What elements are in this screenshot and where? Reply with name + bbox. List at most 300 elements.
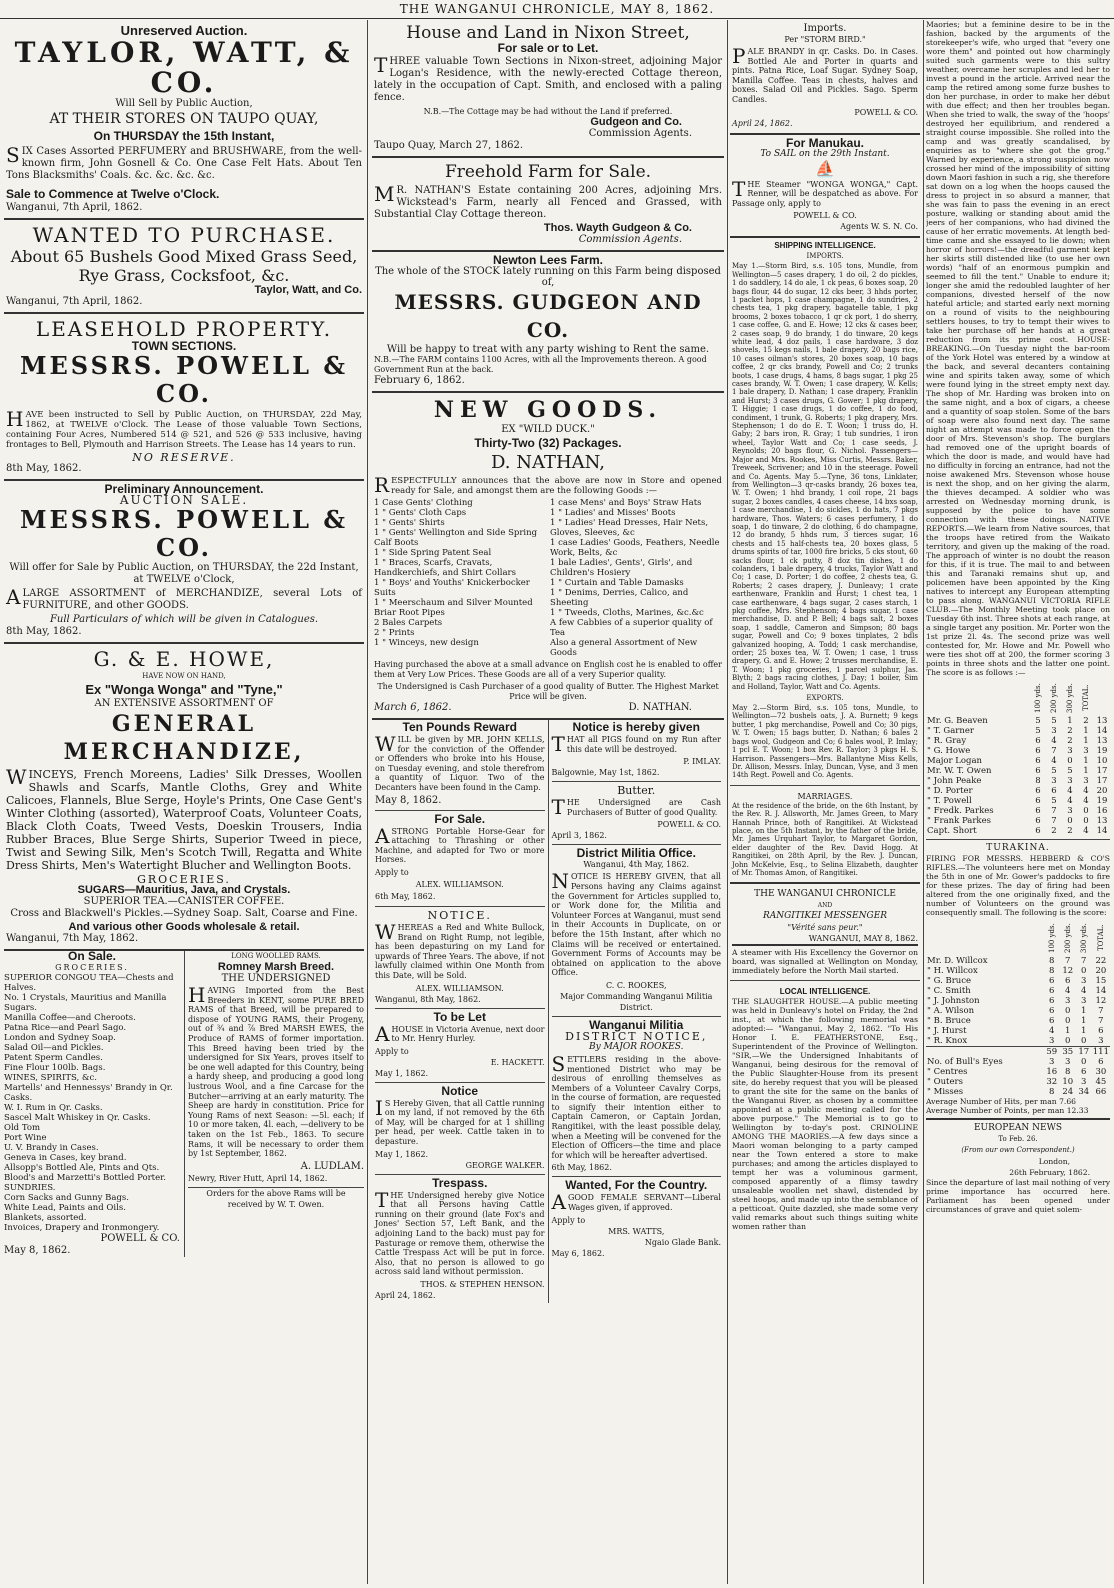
ad-date: February 6, 1862.: [374, 375, 465, 386]
ad-title: Imports.: [803, 23, 847, 34]
competitor-name: " Frank Parkes: [927, 816, 991, 826]
list-item: Port Wine: [4, 1133, 47, 1143]
score-cell: 8: [1065, 1067, 1071, 1077]
table-row: [926, 796, 1110, 806]
ad-new-goods: [372, 393, 724, 720]
ad-line: SUPERIOR TEA.—CANISTER COFFEE.: [83, 896, 285, 907]
competitor-name: " A. Wilson: [927, 1006, 975, 1016]
ad-title: Romney Marsh Breed.: [217, 961, 335, 973]
score-cell: 7: [1081, 956, 1087, 966]
ad-title: Preliminary Announcement.: [104, 482, 264, 496]
list-item: Martells' and Hennessys' Brandy in Qr. Casks.: [4, 1083, 173, 1103]
list-item: Also a general Assortment of New Goods: [550, 638, 698, 658]
list-item: 1 case Ladies' Goods, Feathers, Needle Work, Belts, &c: [550, 538, 720, 558]
score-cell: 7: [1051, 746, 1057, 756]
score-cell: 10: [1062, 1077, 1074, 1087]
score-cell: 4: [1065, 986, 1071, 996]
table-row: [926, 726, 1110, 736]
ad-signature: E. HACKETT.: [490, 1057, 545, 1067]
competitor-name: " D. Porter: [927, 786, 973, 796]
score-cell: 1: [1083, 756, 1089, 766]
score-cell: 6: [1035, 746, 1041, 756]
score-cell: 1: [1067, 716, 1073, 726]
score-cell: 24: [1062, 1087, 1074, 1097]
list-item: 1 " Winceys, new design: [374, 638, 479, 648]
ad-date: May 1, 1862.: [375, 1149, 429, 1159]
small-ads-left: [372, 720, 548, 1303]
list-item: London and Sydney Soap.: [4, 1033, 116, 1043]
ad-line: Will be happy to treat with any party wishing to Rent the same.: [386, 344, 710, 355]
score-cell: 4: [1049, 1026, 1055, 1036]
score-cell: 7: [1098, 1016, 1104, 1026]
ad-signature: ALEX. WILLIAMSON.: [415, 983, 504, 993]
ad-body: ASTRONG Portable Horse-Gear for attaching to Thrashing or other Machine, and adapted for Two or more Horses.: [375, 823, 545, 865]
ad-signature: Taylor, Watt, and Co.: [254, 284, 362, 296]
ad-signature: D. NATHAN.: [628, 702, 692, 713]
ad-body: WILL be given by MR. JOHN KELLS, for the conviction of the Offender or Offenders who broke into his House, on Tuesday evening, and stole therefrom a quantity of Liquor. Two of the Decanters have been found in the Camp.: [375, 732, 545, 792]
score-cell: 1: [1065, 1026, 1071, 1036]
list-item: 1 " Side Spring Patent Seal: [374, 548, 492, 558]
list-item: 1 Case Gents' Clothing: [374, 498, 473, 508]
competitor-name: Mr. D. Willcox: [927, 956, 988, 966]
paper-motto: "Vérité sans peur.": [787, 923, 863, 933]
list-item: U. V. Brandy in Cases.: [4, 1143, 99, 1153]
firm-name: MESSRS. POWELL & CO.: [19, 351, 349, 408]
table-header: [926, 680, 1110, 716]
score-cell: 1: [1081, 1026, 1087, 1036]
list-item: 1 " Boys' and Youths' Knickerbocker Suits: [374, 578, 530, 598]
shipping-intelligence: [730, 238, 920, 781]
ad-line: AN EXTENSIVE ASSORTMENT OF: [94, 698, 274, 709]
competitor-name: " T. Garner: [927, 726, 974, 736]
column-1: [4, 20, 364, 1584]
list-item: Allsopp's Bottled Ale, Pints and Qts.: [4, 1163, 160, 1173]
list-item: 1 " Ladies' and Misses' Boots: [550, 508, 676, 518]
list-item: 1 " Ladies' Head Dresses, Hair Nets, Gloves, Sleeves, &c: [550, 518, 709, 538]
section-title: LOCAL INTELLIGENCE.: [779, 987, 871, 997]
table-row: [926, 776, 1110, 786]
score-cell: 20: [1096, 786, 1108, 796]
score-cell: 6: [1035, 826, 1041, 836]
ad-subtitle: For sale or to Let.: [497, 41, 599, 55]
competitor-name: " T. Powell: [927, 796, 972, 806]
score-cell: 30: [1095, 1067, 1107, 1077]
score-cell: 7: [1065, 956, 1071, 966]
column-rule: [923, 20, 924, 1584]
competitor-name: " John Peake: [927, 776, 982, 786]
goods-lists: [374, 498, 722, 658]
list-item: 1 case Mens' and Boys' Straw Hats: [550, 498, 702, 508]
ad-title: District Militia Office.: [576, 846, 696, 861]
score-cell: 13: [1096, 736, 1108, 746]
column-header: 300 yds.: [1066, 683, 1074, 713]
score-average: Average Number of Hits, per man 7.66: [926, 1097, 1076, 1106]
competitor-name: " J. Johnston: [927, 996, 980, 1006]
score-cell: 6: [1098, 1026, 1104, 1036]
score-cell: 3: [1067, 746, 1073, 756]
ad-body: THE Undersigned hereby give Notice that all Persons having Cattle running on their ground (late Fox's and Jones' Section 57, Left Bank, and the adjoining Land to the back) must pay for Pasturage or remove them, otherwise the Cattle Trespass Act will be put in force. Also, that no person is allowed to go across said land without permission.: [375, 1187, 545, 1277]
score-cell: 4: [1067, 796, 1073, 806]
table-header: [926, 920, 1110, 956]
section-title: TURAKINA.: [986, 843, 1050, 853]
ad-signature: Thos. Wayth Gudgeon & Co.: [543, 222, 692, 234]
ad-signature: POWELL & CO.: [793, 211, 857, 221]
goods-list-right: [550, 498, 722, 658]
competitor-name: Major Logan: [927, 756, 983, 766]
competitor-name: " Misses: [927, 1087, 964, 1097]
list-item: 2 Bales Carpets: [374, 618, 443, 628]
score-cell: 0: [1065, 1036, 1071, 1046]
score-cell: 6: [1035, 806, 1041, 816]
ad-subtitle: GROCERIES.: [137, 873, 231, 886]
score-cell: 2: [1083, 716, 1089, 726]
column-header: 300 yds.: [1079, 923, 1088, 953]
ad-title: Newton Lees Farm.: [492, 253, 604, 267]
score-cell: 8: [1049, 956, 1055, 966]
list-item: Blood's and Marzetti's Bottled Porter.: [4, 1173, 166, 1183]
column-rule: [367, 20, 368, 1584]
ad-subtitle: By MAJOR ROOKES.: [589, 1041, 684, 1052]
news-text: FIRING FOR MESSRS. HEBBERD & CO'S RIFLES.—The volunteers here met on Monday the 5th in one of Mr. Gower's paddocks to fire for these prizes. The day of firing had been altered from the one originally fixed, and the number of Volunteers on the ground was consequently small. The following is the score:: [926, 854, 1110, 917]
score-cell: 3: [1067, 776, 1073, 786]
score-cell: 0: [1081, 1036, 1087, 1046]
list-item: 1 " Denims, Derries, Calico, and Sheeting: [550, 588, 689, 608]
list-item: 1 " Tweeds, Cloths, Marines, &c.&c: [550, 608, 704, 618]
ad-leasehold: [4, 314, 364, 481]
ad-body: THE Undersigned are Cash Purchasers of Butter of good Quality.: [551, 795, 721, 820]
score-cell: 4: [1051, 736, 1057, 746]
ad-romney: [184, 951, 364, 1257]
ad-date: April 24, 1862.: [375, 1291, 436, 1300]
score-cell: 0: [1083, 816, 1089, 826]
score-cell: 12: [1095, 996, 1107, 1006]
news-text: THE SLAUGHTER HOUSE.—A public meeting was held in Dunleavy's hotel on Friday, the 2nd inst., at which the following memorial was adopted:— "Wanganui, May 2, 1862. "To His Honor I. E. FEATHERSTONE, Esq., Superintendent of the Province of Wellington. "SIR,—We the Undersigned Inhabitants of Wanganui, being desirous for the removal of the Public Slaughter-House from its present site, do hereby request that you will be pleased to grant the site for the same on the banks of the Wanganui River, as chosen by a committee appointed at a public meeting called for the above purpose." The Memorial is to go to Wellington by to-day's post. CRINOLINE AMONG THE MAORIES.—A few days since a Maori woman belonging to a party camped near the Town entered a store to make purchases; and among the articles displayed to tempt her was a voluminous garment, composed apparently of a flimsy tawdry unsaleable woollen net shawl, distended by steel hoops, and made up into the semblance of a petticoat. Quite dazzled, she made some very valid remarks about such things suiting white women rather than: [732, 997, 918, 1232]
ad-title: For Sale.: [434, 811, 486, 826]
score-cell: 3: [1051, 776, 1057, 786]
ad-line: SUGARS—Mauritius, Java, and Crystals.: [77, 884, 291, 896]
ad-date: Wanganui, 4th May, 1862.: [583, 860, 690, 870]
ad-date: 6th May, 1862.: [375, 891, 436, 901]
ad-date: May 1, 1862.: [375, 1068, 429, 1078]
marriages-text: At the residence of the bride, on the 6th Instant, by the Rev. R. J. Allsworth, Mr. James Green, to Mary Hannah Prince, both of Rangitikei. At Wickstead place, on the 5th Instant, by the father of the bride, Mr. James Urquhart Taylor, to Margaret Gordon, elder daughter of the Rev. David Hogg. At Rangitikei, on 28th April, by the Rev. J. Duncan, John McKelvie, Esq., to Selina Elizabeth, daughter of Mr. Thomas Amon, of Rangitikei.: [732, 801, 918, 877]
table-row: [926, 786, 1110, 796]
ad-title: Ten Pounds Reward: [402, 720, 517, 734]
section-title: EUROPEAN NEWS: [973, 1123, 1063, 1133]
table-row: [926, 716, 1110, 726]
ad-signature: POWELL & CO.: [854, 107, 918, 117]
score-average: Average Number of Points, per man 12.33: [926, 1106, 1089, 1115]
score-cell: 34: [1078, 1087, 1090, 1097]
score-cell: 17: [1078, 1047, 1090, 1057]
ad-subtitle: GROCERIES.: [55, 963, 129, 972]
score-cell: 15: [1095, 976, 1107, 986]
score-cell: 6: [1049, 976, 1055, 986]
table-row: [926, 766, 1110, 776]
score-cell: 1: [1083, 726, 1089, 736]
paper-title: THE WANGANUI CHRONICLE: [754, 889, 896, 900]
ad-body: AHOUSE in Victoria Avenue, next door to Mr. Henry Hurley.: [375, 1021, 545, 1046]
score-cell: 4: [1083, 826, 1089, 836]
score-cell: 4: [1067, 786, 1073, 796]
ad-signature: ALEX. WILLIAMSON.: [415, 879, 504, 889]
score-cell: 1: [1081, 1016, 1087, 1026]
column-header: 200 yds.: [1063, 923, 1072, 953]
score-cell: 66: [1095, 1087, 1107, 1097]
list-item: Fine Flour 100lb. Bags.: [4, 1063, 106, 1073]
table-row: [926, 996, 1110, 1006]
score-cell: 13: [1096, 816, 1108, 826]
ad-date: April 3, 1862.: [551, 831, 607, 841]
score-cell: 0: [1067, 816, 1073, 826]
column-4: [926, 20, 1110, 1584]
ad-body: PALE BRANDY in qr. Casks. Do. in Cases. Bottled Ale and Porter in quarts and pints. Patna Rice, Loaf Sugar. Sydney Soap, Manilla Coffee. Teas in chests, halves and boxes. Salad Oil and Pickles. Sago. Sperm Candles.: [732, 44, 918, 104]
score-cell: 4: [1081, 986, 1087, 996]
competitor-name: " B. Bruce: [927, 1016, 971, 1026]
ad-signature: Commission Agents.: [578, 234, 682, 245]
section-title: MARRIAGES.: [797, 791, 853, 801]
ad-subtitle: DISTRICT NOTICE,: [565, 1029, 708, 1043]
score-cell: 13: [1096, 716, 1108, 726]
table-row: [926, 756, 1110, 766]
ad-signature: Commission Agents.: [588, 128, 692, 139]
table-row: [926, 1077, 1110, 1087]
ad-line: The Undersigned is Cash Purchaser of a good quality of Butter. The Highest Market Price will be given.: [377, 682, 719, 701]
ad-signature: POWELL & CO.: [100, 1233, 180, 1244]
table-row: [926, 1057, 1110, 1067]
score-cell: 10: [1096, 756, 1108, 766]
score-cell: 3: [1065, 1057, 1071, 1067]
ad-manukau: [730, 135, 920, 239]
ad-signature: POWELL & CO.: [657, 820, 721, 830]
ad-subtitle: EX "WILD DUCK.": [501, 424, 595, 435]
table-row: [926, 956, 1110, 966]
score-cell: 2: [1067, 726, 1073, 736]
score-cell: 0: [1065, 1016, 1071, 1026]
ad-subtitle: AUCTION SALE.: [119, 493, 249, 507]
score-cell: 8: [1035, 776, 1041, 786]
paper-title: RANGITIKEI MESSENGER: [762, 911, 888, 922]
ad-title: To be Let: [433, 1009, 486, 1024]
ad-line: Apply to: [375, 867, 409, 877]
ad-subtitle: HAVE NOW ON HAND,: [142, 672, 226, 680]
ad-signature: Ngaio Glade Bank.: [644, 1237, 721, 1247]
ad-signature: C. C. ROOKES,: [605, 980, 667, 990]
list-item: Patent Sperm Candles.: [4, 1053, 103, 1063]
goods-list-left: [374, 498, 546, 658]
competitor-name: " C. Smith: [927, 986, 971, 996]
score-cell: 3: [1081, 996, 1087, 1006]
ad-date: May 6, 1862.: [551, 1248, 605, 1258]
score-cell: 45: [1095, 1077, 1107, 1087]
ad-preliminary: [4, 481, 364, 644]
ad-line: N.B.—The FARM contains 1100 Acres, with all the Improvements thereon. A good Government Run at the back.: [374, 355, 707, 374]
score-cell: 16: [1096, 806, 1108, 816]
score-cell: 5: [1067, 766, 1073, 776]
list-item: 1 " Meerschaum and Silver Mounted Briar Root Pipes: [374, 598, 533, 618]
ad-line: AT THEIR STORES ON TAUPO QUAY,: [49, 111, 319, 127]
score-cell: 22: [1095, 956, 1107, 966]
ad-body: THREE valuable Town Sections in Nixon-street, adjoining Major Logan's Residence, with the newly-erected Cottage thereon, lately in the occupation of Capt. Smith, and enclosed with a paling fence.: [374, 53, 722, 103]
ad-line: Apply to: [375, 1046, 409, 1056]
score-cell: 6: [1049, 1016, 1055, 1026]
ad-title: LEASEHOLD PROPERTY.: [35, 317, 333, 341]
list-item: Sascel Malt Whiskey in Qr. Casks.: [4, 1113, 151, 1123]
dateline: WANGANUI, MAY 8, 1862.: [732, 933, 918, 946]
ad-signature: Major Commanding Wanganui Militia District.: [560, 991, 713, 1012]
ad-title: Trespass.: [432, 1175, 488, 1190]
ad-line: And various other Goods wholesale & retail.: [68, 921, 300, 933]
score-cell: 6: [1049, 1006, 1055, 1016]
score-cell: 3: [1083, 776, 1089, 786]
masthead: THE WANGANUI CHRONICLE, MAY 8, 1862.: [0, 0, 1114, 19]
score-cell: 7: [1051, 816, 1057, 826]
table-row: [926, 1036, 1110, 1047]
ad-signature: MRS. WATTS,: [608, 1226, 665, 1236]
competitor-name: " Fredk. Parkes: [927, 806, 994, 816]
score-cell: 6: [1049, 996, 1055, 1006]
ad-title: NOTICE.: [427, 908, 492, 922]
competitor-name: " G. Bruce: [927, 976, 972, 986]
table-row: [926, 1087, 1110, 1097]
ad-line: Orders for the above Rams will be received by W. T. Owen.: [188, 1187, 364, 1210]
ad-on-sale: [4, 951, 180, 1257]
section-title: SHIPPING INTELLIGENCE.: [774, 241, 876, 251]
dateline: London,: [1038, 1157, 1070, 1166]
firm-name: D. NATHAN,: [490, 452, 606, 473]
score-cell: 6: [1035, 796, 1041, 806]
score-cell: 3: [1067, 806, 1073, 816]
shipping-text: May 2.—Storm Bird, s.s. 105 tons, Mundle, to Wellington—72 bushels oats, J. A. Burnett; 9 kegs butter, 1 pkg merchandise, Powell and Co; 30 pigs, W. T. Owen; 15 bags butter, D. Nathan; 6 bales 2 bags wool, Gudgeon and Co; 6 bales wool, P. Imlay; 1 pcl E. T. Woon; 1 box Rev. R. Taylor; 3 pkgs H. S. Harrison. Passengers—Mrs. Ballantyne Miss Kells, Dr. Allison, Messrs. Inlay, Duncan, Vyse, and 3 men 14th Regt. Powell and Co. Agents.: [732, 704, 918, 780]
ad-subtitle: To SAIL on the 29th Instant.: [760, 148, 890, 159]
score-cell: 1: [1083, 766, 1089, 776]
competitor-name: " R. Gray: [927, 736, 967, 746]
score-cell: 6: [1035, 736, 1041, 746]
ad-line: Ex "Wonga Wonga" and "Tyne,": [85, 682, 283, 697]
news-text: Since the departure of last mail nothing of very prime importance has occurred here. Parliament has been opened under circumstances of grave and quiet solem-: [926, 1178, 1110, 1214]
ad-line: Apply to: [551, 1215, 586, 1225]
score-cell: 0: [1065, 1006, 1071, 1016]
news-text: A steamer with His Excellency the Governor on board, was signalled at Wellington on Monday, immediately before the North Mail started.: [732, 948, 918, 976]
score-cell: 17: [1096, 776, 1108, 786]
score-cell: 3: [1098, 1036, 1104, 1046]
list-item: Corn Sacks and Gunny Bags.: [4, 1193, 129, 1203]
ad-subtitle: Per "STORM BIRD.": [784, 35, 866, 44]
ad-line: N.B.—The Cottage may be had without the Land if preferred.: [423, 107, 673, 116]
score-cell: 2: [1067, 736, 1073, 746]
small-ads-right: [548, 720, 725, 1303]
score-cell: 6: [1035, 766, 1041, 776]
ad-date: Balgownie, May 1st, 1862.: [551, 768, 660, 778]
ad-date: 6th May, 1862.: [551, 1163, 612, 1173]
score-cell: 14: [1095, 986, 1107, 996]
score-cell: 5: [1035, 726, 1041, 736]
ad-body: HAVING Imported from the Best Breeders in KENT, some PURE BRED RAMS of that Breed, will be prepared to dispose of YOUNG RAMS, their Progeny, out of ¾ and ⅞ Bred MARSH EWES, the Produce of RAMS of former importation. This Breed having been tried by the undersigned for Six Years, proves itself to be one well adapted for this Country, being a hardy sheep, and producing a good long lustrous Wool, and a fine Carcase for the Butcher—arriving at an early maturity. The Sheep are hardy in constitution. Price for Young Rams of next Season: —5l. each; if 10 or more taken, 4l. each, —delivery to be taken on the 1st Feb., 1863. To secure Rams, it will be necessary to order them by 1st September, 1862.: [188, 983, 364, 1159]
shipping-text: May 1.—Storm Bird, s.s. 105 tons, Mundle, from Wellington—5 cases drapery, 1 do oil, 2 do pickles, 1 do saddlery, 14 do ale, 1 ck peas, 6 boxes soap, 20 bags flour, 44 do sugar, 12 cks beer, 3 hhds porter, 1 packet hops, 1 case champagne, 1 do sundries, 2 chests tea, 1 pkg drapery, bagatelle table, 1 pkg brooms, 2 boxes tobacco, 1 qr ck port, 1 do sherry, 1 case coffee, G. and E. Howe; 12 cks & cases beer, 2 cases soap, 9 do brandy, 1 do tinware, 20 kegs white lead, 4 doz pails, 1 case hardware, 3 doz shovels, 15 kegs nails, 1 bale drapery, 20 bags rice, 10 cases oilman's stores, 20 boxes soap, 10 bags coffee, 2 qr cks brandy, Powell and Co; 2 trunks boots, 1 case drugs, 4 hams, 8 bags sugar, 1 pkg 25 cases brandy, W. T. Owen; 1 case drapery, W. Kells; 1 bale drapery, D. Nathan; 1 case drapery, Franklin and Hurst; 3 cases drugs, G. Gower; 1 pkg drapery, T. Higgie; 1 case drugs, 1 do coffee, 1 do food, condiment, 1 trunk, G. Roberts; 1 pkg drapery, Mrs. Stephenson; 1 do do E. T. Woon; 1 truss do, H. Gaby; 2 bars iron, R. Gray; 1 tub sundries, 1 iron wheel, Taylor Watt and Co; 1 case seeds, J. Reynolds; 20 bags flour, G. Nichol. Passengers—Major and Mrs. Rookes, Miss Curtis, Messrs. Baker, Treweek, Scrivener; and 10 in the steerage. Powell and Co. Agents. May 5.—Tyne, 36 tons, Linklater, from Wellington—3 qr-casks brandy, 26 boxes tea, W. T. Owen; 1 hhd brandy, 1 coil rope, 21 bags sugar, 2 boxes candles, 4 cases cheese, 14 bxs soap, 1 case merchandise, 1 do sickles, 1 do hats, 7 pkgs hardware, Thos. Waters; 6 cases perfumery, 1 do soap, 1 do tinware, 2 do clothing, 6 do champagne, 12 do brandy, 5 hhds rum, 3 tierces sugar, 16 chests and 15 half-chests tea, 20 boxes glass, 5 drums spirits of tar, 1000 fire bricks, 5 cks stout, 60 sacks flour, 1 ck putty, 8 doz tin dishes, 1 do colanders, 1 bale drapery, 4 trucks, Taylor Watt and Co; 1 case, D. Porter; 1 do coffee, 2 chests tea, G. Roberts; 2 cases drapery, J. Dunleavy; 1 crate earthenware, Franklin and Hurst; 1 chest tea, 1 case earthenware, 4 bags sugar, 2 cases starch, 1 pkg coffee, Mrs. Stephenson; 4 bags sugar, 1 case merchandise, D. and P. Bell; 4 bags salt, 2 boxes soap, 1 saddle, Cameron and Simpson; 80 bags sugar, Powell and Co; 9 boxes tinplates, 2 bdls galvanized hooping, A. Todd; 1 cask merchandise, order; 25 boxes tea, W. T. Owen; 1 case, 1 truss drapery, G. and E. Howe; 2 trusses merchandise, E. T. Woon; 1 pkg groceries, 1 parcel sulphur, Jas. Blyth; 2 bags racing clothes, J. Day; 1 boiler, Sim and Holland, Taylor, Watt and Co. Agents.: [732, 262, 918, 691]
ad-date: April 24, 1862.: [732, 118, 793, 128]
score-cell: 0: [1081, 966, 1087, 976]
ad-footer: [374, 702, 722, 714]
ad-body: WINCEYS, French Moreens, Ladies' Silk Dresses, Woollen Shawls and Scarfs, Mantle Cloths, Grey and White Calicoes, Flannels, Blue Serge, Hoyle's Prints, One Case Gent's Winter Clothing (assorted), Waterproof Coats, Volunteer Coats, Black Cloth Coats, Tweed Vests, Doeskin Trousers, India Rubber Braces, Blue Serge Shirts, Superior Tweed in piece, Twist and Sewing Silk, Men's Scotch Twill, Regatta and White Dress Shirts, Men's Watertight Blucher and Wellington Boots.: [6, 765, 362, 872]
score-cell: 0: [1067, 756, 1073, 766]
ad-body: The whole of the STOCK lately running on this Farm being disposed of,: [375, 266, 721, 288]
item-list: [4, 973, 180, 1233]
score-cell: 12: [1062, 966, 1074, 976]
list-item: Blankets, assorted.: [4, 1213, 87, 1223]
ad-body: THAT all PIGS found on my Run after this date will be destroyed.: [551, 732, 721, 756]
ad-date: 8th May, 1862.: [6, 626, 82, 637]
ad-date: Newry, River Hutt, April 14, 1862.: [188, 1173, 328, 1183]
list-item: Invoices, Drapery and Ironmongery.: [4, 1223, 160, 1233]
ad-signature: THOS. & STEPHEN HENSON.: [420, 1280, 545, 1289]
score-cell: 4: [1083, 796, 1089, 806]
ad-date: 8th May, 1862.: [6, 463, 82, 474]
ad-wanted-purchase: [4, 220, 364, 314]
ad-subtitle: TOWN SECTIONS.: [131, 339, 237, 353]
score-cell: 3: [1049, 1036, 1055, 1046]
score-cell: 14: [1096, 826, 1108, 836]
score-cell: 5: [1051, 716, 1057, 726]
table-row: [926, 1067, 1110, 1077]
list-item: Salad Oil—and Pickles.: [4, 1043, 104, 1053]
column-header: 200 yds.: [1050, 683, 1058, 713]
score-cell: 8: [1049, 966, 1055, 976]
table-row: [926, 816, 1110, 826]
score-cell: 35: [1062, 1047, 1074, 1057]
table-row: [926, 746, 1110, 756]
firm-name: MESSRS. POWELL & CO.: [19, 505, 349, 562]
ad-taylor-auction: [4, 20, 364, 220]
ad-body: ALARGE ASSORTMENT of MERCHANDIZE, several Lots of FURNITURE, and other GOODS.: [6, 585, 362, 611]
list-item: Manilla Coffee—and Cheroots.: [4, 1013, 136, 1023]
score-cell: 3: [1081, 1077, 1087, 1087]
ad-imports: [730, 20, 920, 135]
table-row: [926, 1006, 1110, 1016]
score-cell: 19: [1096, 796, 1108, 806]
score-cell: 6: [1035, 786, 1041, 796]
list-item: Geneva in Cases, key brand.: [4, 1153, 127, 1163]
ad-line: Thirty-Two (32) Packages.: [474, 436, 622, 450]
column-2: [372, 20, 724, 1584]
ad-body: SIX Cases Assorted PERFUMERY and BRUSHWARE, from the well-known firm, John Gosnell & Co. One Case Felt Hats. About Ten Tons Blacksmiths' Coals. &c. &c. &c. &c.: [6, 143, 362, 181]
score-cell: 14: [1096, 726, 1108, 736]
ship-icon: ⛵: [815, 158, 835, 178]
ad-body: WHEREAS a Red and White Bullock, Brand on Right Rump, not legible, has been depasturing on my Land for upwards of Three Years. The above, if not lawfully claimed within One Month from this Date, will be Sold.: [375, 919, 545, 980]
bottom-ads: [4, 951, 364, 1257]
competitor-name: " Centres: [927, 1067, 968, 1077]
ad-line: Cross and Blackwell's Pickles.—Sydney Soap. Salt, Coarse and Fine.: [10, 908, 358, 919]
score-cell: 59: [1046, 1047, 1058, 1057]
score-cell: 6: [1035, 816, 1041, 826]
ad-nixon-street: [372, 20, 724, 158]
list-item: No. 1 Crystals, Mauritius and Manilla Sugars.: [4, 993, 167, 1013]
list-item: 1 " Braces, Scarfs, Cravats, Handkerchiefs, and Shirt Collars: [374, 558, 516, 578]
score-cell: 0: [1083, 806, 1089, 816]
score-cell: 7: [1051, 806, 1057, 816]
ad-body: About 65 Bushels Good Mixed Grass Seed, Rye Grass, Cocksfoot, &c.: [10, 247, 358, 285]
ad-freehold: [372, 158, 724, 252]
competitor-name: " R. Knox: [927, 1036, 968, 1046]
ad-title: Wanganui Militia: [589, 1017, 684, 1032]
table-row: [926, 1047, 1110, 1058]
score-cell: 2: [1067, 826, 1073, 836]
score-cell: 2: [1051, 826, 1057, 836]
table-row: [926, 986, 1110, 996]
competitor-name: " H. Willcox: [927, 966, 978, 976]
ad-title: For Manukau.: [785, 135, 864, 150]
table-row: [926, 736, 1110, 746]
ad-line: LONG WOOLLED RAMS.: [231, 952, 321, 960]
competitor-name: [926, 1047, 1044, 1058]
